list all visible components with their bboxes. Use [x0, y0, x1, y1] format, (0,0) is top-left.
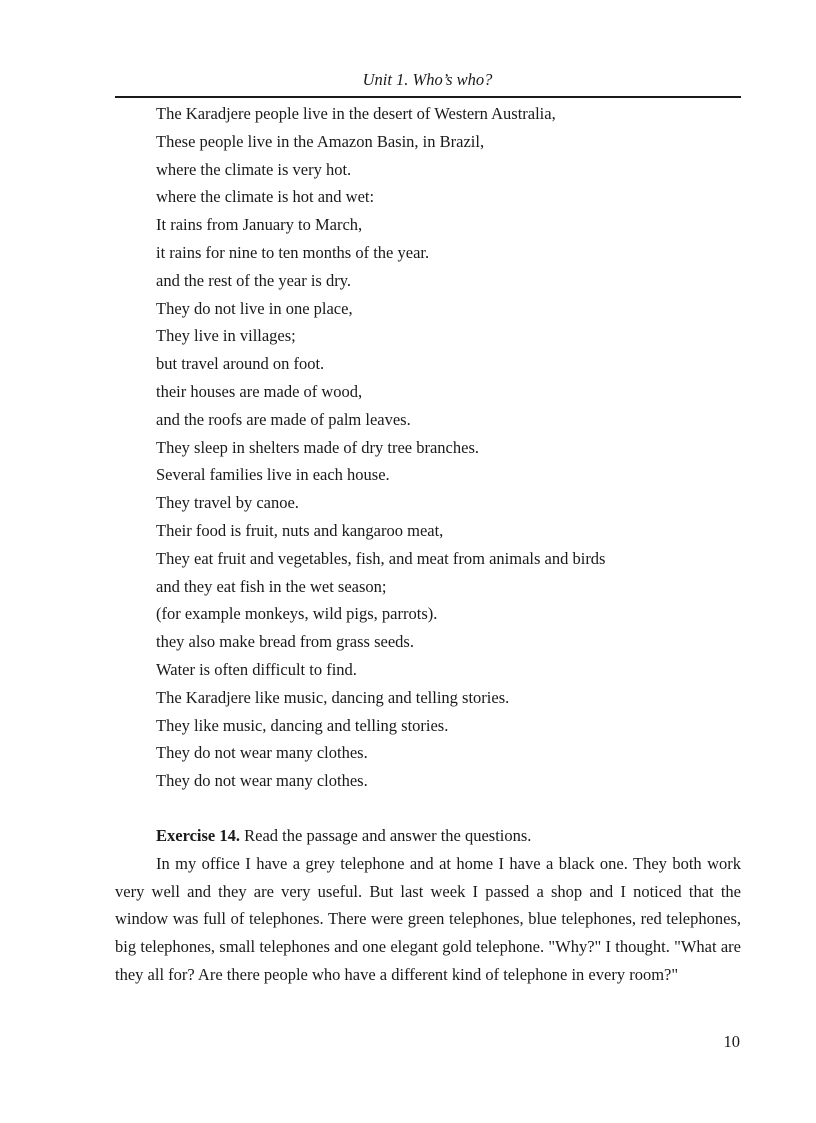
sentence-line: where the climate is hot and wet: [156, 187, 375, 207]
sentence-line: Water is often difficult to find. [156, 659, 357, 679]
sentence-line: it rains for nine to ten months of the year. [156, 242, 430, 262]
sentence-line: They eat fruit and vegetables, fish, and meat from animals and birds [156, 548, 606, 568]
sentence-line: where the climate is very hot. [156, 159, 352, 179]
sentence-line: Several families live in each house. [156, 465, 390, 485]
exercise-14 [115, 822, 741, 989]
sentence-line: They like music, dancing and telling stories. [156, 715, 449, 735]
exercise-passage: In my office I have a grey telephone and at home I have a black one. They both work very well and they are very useful. But last week I passed a shop and I noticed that the window was full of telephones. There were green telephones, blue telephones, red telephones, big telephones, small telephones and one elegant gold telephone. "Why?" I thought. "What are they all for? Are there people who have a different kind of telephone in every room?" [115, 853, 741, 984]
sentence-line: and the rest of the year is dry. [156, 270, 352, 290]
sentence-line: The Karadjere like music, dancing and telling stories. [156, 687, 510, 707]
header-rule [115, 96, 741, 98]
sentence-line: They do not wear many clothes. [156, 743, 368, 763]
sentence-line: they also make bread from grass seeds. [156, 632, 414, 652]
exercise-instruction: Read the passage and answer the questions. [240, 826, 532, 845]
exercise-label: Exercise 14. [156, 826, 241, 845]
running-header: Unit 1. Who’s who? [362, 70, 493, 89]
exercise-heading [115, 822, 741, 850]
sentence-line: It rains from January to March, [156, 215, 363, 235]
sentence-line: These people live in the Amazon Basin, in Brazil, [156, 131, 485, 151]
page-number: 10 [723, 1032, 740, 1051]
sentence-line: They live in villages; [156, 326, 296, 346]
sentence-line: Their food is fruit, nuts and kangaroo meat, [156, 520, 444, 540]
sentence-line: (for example monkeys, wild pigs, parrots). [156, 604, 438, 624]
sentence-line: their houses are made of wood, [156, 381, 363, 401]
sentence-line: and the roofs are made of palm leaves. [156, 409, 411, 429]
sentence-line: The Karadjere people live in the desert of Western Australia, [156, 104, 556, 123]
sentence-line: They sleep in shelters made of dry tree branches. [156, 437, 479, 457]
sentence-line: and they eat fish in the wet season; [156, 576, 387, 596]
sentence-line: They do not wear many clothes. [156, 771, 368, 791]
sentence-line: They travel by canoe. [156, 493, 299, 513]
sentence-line: They do not live in one place, [156, 298, 353, 318]
sentence-line: but travel around on foot. [156, 354, 325, 374]
sentence-list [156, 100, 740, 795]
